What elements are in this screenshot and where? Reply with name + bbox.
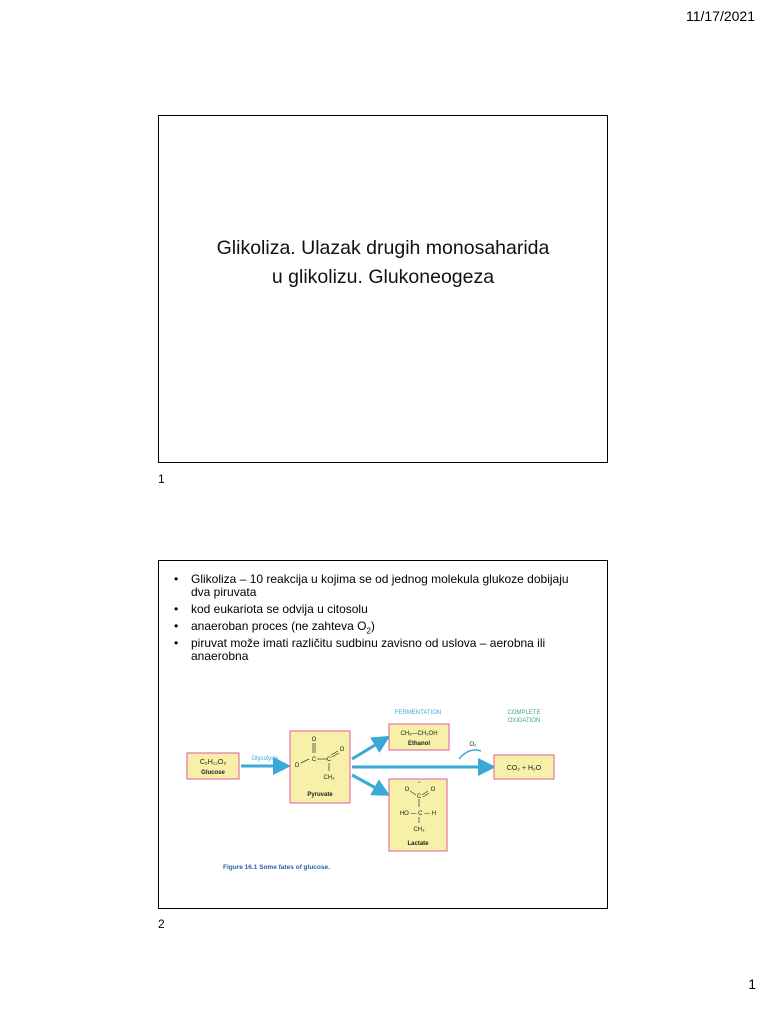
print-date: 11/17/2021 [685, 8, 755, 24]
oxygen-atom: O [430, 787, 436, 793]
ethanol-label: Ethanol [408, 741, 430, 747]
carbon-atom: C [326, 757, 332, 763]
slide-1-number: 1 [158, 472, 165, 486]
oxygen-atom: O [294, 763, 300, 769]
page-number: 1 [748, 976, 756, 992]
glycolysis-label: Glycolysis [251, 756, 279, 762]
bullet-text: anaeroban proces (ne zahteva O [191, 619, 367, 633]
fermentation-header: FERMENTATION [394, 710, 442, 716]
lactate-label: Lactate [407, 841, 429, 847]
oxygen-atom: O [404, 787, 410, 793]
lactate-hoch: HO — C — H [399, 811, 437, 817]
complete-oxidation-line-2: OXIDATION [507, 718, 541, 724]
bullet-item: • kod eukariota se odvija u citosolu [171, 603, 591, 616]
figure-caption: Figure 16.1 Some fates of glucose. [223, 864, 330, 871]
pyruvate-ch3: CH₃ [323, 775, 335, 781]
slide-2 [158, 560, 608, 909]
complete-oxidation-line-1: COMPLETE [507, 710, 541, 716]
glucose-formula: C₆H₁₂O₆ [199, 759, 227, 766]
lactate-arrow [352, 775, 385, 793]
bullet-list [171, 573, 591, 667]
bullet-item: • piruvat može imati različitu sudbinu zavisno od uslova – aerobna ili anaerobna [171, 637, 591, 663]
glucose-fates-figure [159, 699, 606, 879]
slide-1-title-line-2: u glikolizu. Glukoneogeza [271, 266, 495, 288]
slide-1 [158, 115, 608, 463]
slide-2-number: 2 [158, 917, 165, 931]
co2-water-label: CO₂ + H₂O [506, 765, 542, 772]
oxygen-atom: O [311, 737, 317, 743]
glucose-label: Glucose [201, 770, 225, 776]
slide-1-title [159, 234, 607, 292]
bullet-item [171, 619, 591, 636]
slide-1-title-line-1: Glikoliza. Ulazak drugih monosaharida [216, 237, 550, 259]
carbon-atom: C [311, 757, 317, 763]
pyruvate-label: Pyruvate [307, 792, 333, 798]
oxygen-atom: O [339, 747, 345, 753]
subscript: 2 [366, 626, 371, 636]
lactate-ch3: CH₃ [413, 827, 425, 833]
charge-sign: − [417, 780, 421, 786]
ethanol-formula: CH₃—CH₂OH [400, 731, 438, 737]
oxygen-label: O₂ [469, 742, 477, 748]
carbon-atom: C [416, 794, 422, 800]
bullet-item: • Glikoliza – 10 reakcija u kojima se od jednog molekula glukoze dobijaju dva piruvata [171, 573, 591, 599]
fermentation-arrow [352, 739, 385, 759]
oxygen-input-arrow [459, 750, 481, 759]
bullet-text-tail: ) [370, 619, 375, 633]
